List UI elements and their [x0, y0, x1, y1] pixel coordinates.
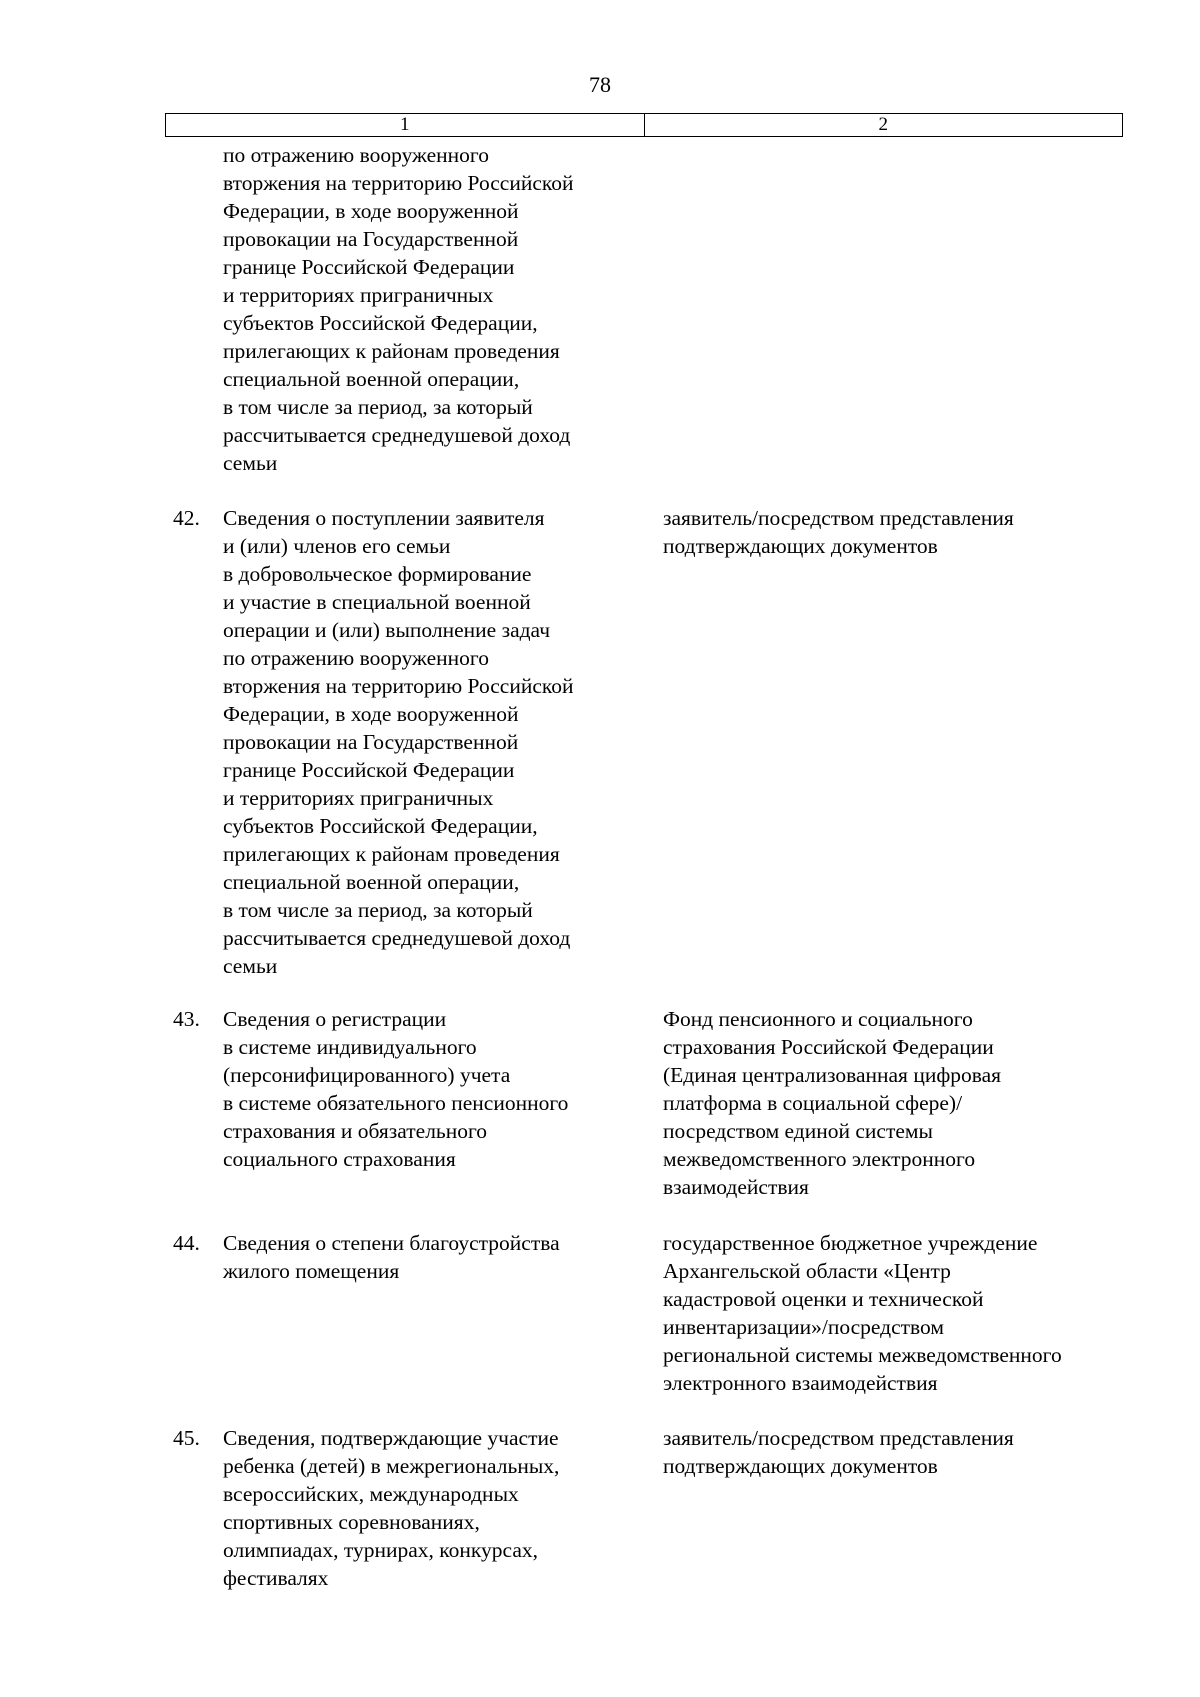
row-number: 45.	[173, 1426, 200, 1450]
row-source: государственное бюджетное учреждение Архангельской области «Центр кадастровой оценки и технической инвентаризации»/посредством региональной системы межведомственного электронного взаимодействия	[663, 1231, 1062, 1395]
row-number: 44.	[173, 1231, 200, 1255]
row-source: заявитель/посредством представления подтверждающих документов	[663, 1426, 1014, 1478]
row-number: 43.	[173, 1007, 200, 1031]
continued-row-text: по отражению вооруженного вторжения на территорию Российской Федерации, в ходе вооруженной провокации на Государственной границе Российской Федерации и территориях приграничных субъектов Российской Федерации, прилегающих к районам проведения специальной военной операции, в том числе за период, за который рассчитывается среднедушевой доход семьи	[223, 143, 574, 475]
row-number: 42.	[173, 506, 200, 530]
row-info: Сведения, подтверждающие участие ребенка (детей) в межрегиональных, всероссийских, международных спортивных соревнованиях, олимпиадах, турнирах, конкурсах, фестивалях	[223, 1426, 560, 1590]
row-info: Сведения о регистрации в системе индивидуального (персонифицированного) учета в системе обязательного пенсионного страхования и обязательного социального страхования	[223, 1007, 569, 1171]
page-number: 78	[589, 72, 611, 97]
row-source: Фонд пенсионного и социального страхования Российской Федерации (Единая централизованная цифровая платформа в социальной сфере)/ посредством единой системы межведомственного электронного взаимодействия	[663, 1007, 1002, 1199]
table-header	[165, 113, 1123, 137]
table-header-col-1: 1	[166, 114, 645, 136]
row-info: Сведения о поступлении заявителя и (или) членов его семьи в добровольческое формирование и участие в специальной военной операции и (или) выполнение задач по отражению вооруженного вторжения на территорию Российской Федерации, в ходе вооруженной провокации на Государственной границе Российской Федерации и территориях приграничных субъектов Российской Федерации, прилегающих к районам проведения специальной военной операции, в том числе за период, за который рассчитывается среднедушевой доход семьи	[223, 506, 574, 978]
row-info: Сведения о степени благоустройства жилого помещения	[223, 1231, 560, 1283]
row-source: заявитель/посредством представления подтверждающих документов	[663, 506, 1014, 558]
table-header-col-2: 2	[878, 114, 888, 135]
